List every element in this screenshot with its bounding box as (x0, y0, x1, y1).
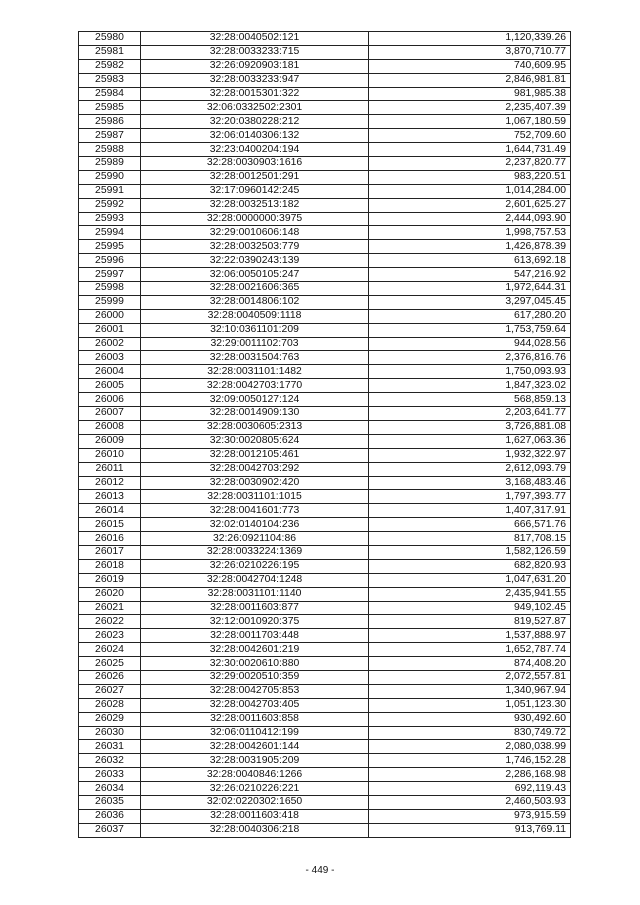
table-row (79, 657, 571, 671)
amount-cell: 817,708.15 (369, 532, 571, 546)
cadastral-number-cell: 32:17:0960142:245 (141, 184, 369, 198)
record-number-cell: 26015 (79, 518, 141, 532)
table-row (79, 670, 571, 684)
cadastral-number-cell: 32:28:0042705:853 (141, 684, 369, 698)
cadastral-number-cell: 32:28:0040509:1118 (141, 309, 369, 323)
table-row (79, 59, 571, 73)
table-row (79, 143, 571, 157)
record-number-cell: 25983 (79, 73, 141, 87)
page-number: - 449 - (305, 865, 335, 876)
amount-cell: 2,376,816.76 (369, 351, 571, 365)
record-number-cell: 25998 (79, 282, 141, 296)
record-number-cell: 26030 (79, 726, 141, 740)
table-row (79, 32, 571, 46)
record-number-cell: 26007 (79, 407, 141, 421)
cadastral-number-cell: 32:28:0014909:130 (141, 407, 369, 421)
table-row (79, 823, 571, 837)
amount-cell: 613,692.18 (369, 254, 571, 268)
record-number-cell: 25991 (79, 184, 141, 198)
amount-cell: 2,612,093.79 (369, 462, 571, 476)
amount-cell: 666,571.76 (369, 518, 571, 532)
table-row (79, 407, 571, 421)
table-row (79, 754, 571, 768)
record-number-cell: 26035 (79, 795, 141, 809)
cadastral-number-cell: 32:28:0021606:365 (141, 282, 369, 296)
amount-cell: 1,582,126.59 (369, 545, 571, 559)
record-number-cell: 26004 (79, 365, 141, 379)
cadastral-number-cell: 32:28:0033233:947 (141, 73, 369, 87)
cadastral-number-cell: 32:28:0032503:779 (141, 240, 369, 254)
record-number-cell: 26020 (79, 587, 141, 601)
table-row (79, 712, 571, 726)
table-row (79, 240, 571, 254)
amount-cell: 1,753,759.64 (369, 323, 571, 337)
table-row (79, 129, 571, 143)
record-number-cell: 25994 (79, 226, 141, 240)
cadastral-number-cell: 32:30:0020610:880 (141, 657, 369, 671)
amount-cell: 3,168,483.46 (369, 476, 571, 490)
table-row (79, 73, 571, 87)
table-row (79, 268, 571, 282)
record-number-cell: 26002 (79, 337, 141, 351)
amount-cell: 1,537,888.97 (369, 629, 571, 643)
amount-cell: 3,870,710.77 (369, 45, 571, 59)
cadastral-number-cell: 32:28:0031101:1482 (141, 365, 369, 379)
amount-cell: 568,859.13 (369, 393, 571, 407)
table-row (79, 212, 571, 226)
amount-cell: 1,797,393.77 (369, 490, 571, 504)
cadastral-number-cell: 32:28:0042601:144 (141, 740, 369, 754)
table-row (79, 101, 571, 115)
cadastral-number-cell: 32:28:0042703:405 (141, 698, 369, 712)
amount-cell: 2,080,038.99 (369, 740, 571, 754)
cadastral-number-cell: 32:28:0032513:182 (141, 198, 369, 212)
cadastral-number-cell: 32:28:0042704:1248 (141, 573, 369, 587)
record-number-cell: 26000 (79, 309, 141, 323)
amount-cell: 3,297,045.45 (369, 295, 571, 309)
amount-cell: 930,492.60 (369, 712, 571, 726)
cadastral-number-cell: 32:28:0042703:1770 (141, 379, 369, 393)
record-number-cell: 26019 (79, 573, 141, 587)
amount-cell: 2,460,503.93 (369, 795, 571, 809)
amount-cell: 2,435,941.55 (369, 587, 571, 601)
cadastral-number-cell: 32:28:0042601:219 (141, 643, 369, 657)
table-row (79, 420, 571, 434)
cadastral-number-cell: 32:28:0041601:773 (141, 504, 369, 518)
record-number-cell: 26009 (79, 434, 141, 448)
table-row (79, 768, 571, 782)
record-number-cell: 25992 (79, 198, 141, 212)
cadastral-number-cell: 32:06:0110412:199 (141, 726, 369, 740)
table-row (79, 573, 571, 587)
record-number-cell: 26003 (79, 351, 141, 365)
record-number-cell: 26037 (79, 823, 141, 837)
record-number-cell: 26033 (79, 768, 141, 782)
table-row (79, 782, 571, 796)
records-table-body (79, 32, 571, 838)
cadastral-number-cell: 32:28:0031504:763 (141, 351, 369, 365)
table-row (79, 684, 571, 698)
record-number-cell: 25988 (79, 143, 141, 157)
record-number-cell: 26026 (79, 670, 141, 684)
table-row (79, 295, 571, 309)
record-number-cell: 26018 (79, 559, 141, 573)
cadastral-number-cell: 32:26:0921104:86 (141, 532, 369, 546)
record-number-cell: 26028 (79, 698, 141, 712)
table-row (79, 615, 571, 629)
record-number-cell: 25993 (79, 212, 141, 226)
cadastral-number-cell: 32:12:0010920:375 (141, 615, 369, 629)
table-row (79, 532, 571, 546)
record-number-cell: 26032 (79, 754, 141, 768)
amount-cell: 1,051,123.30 (369, 698, 571, 712)
table-row (79, 170, 571, 184)
cadastral-number-cell: 32:09:0050127:124 (141, 393, 369, 407)
amount-cell: 1,407,317.91 (369, 504, 571, 518)
amount-cell: 2,444,093.90 (369, 212, 571, 226)
record-number-cell: 26006 (79, 393, 141, 407)
record-number-cell: 26013 (79, 490, 141, 504)
amount-cell: 2,601,625.27 (369, 198, 571, 212)
amount-cell: 949,102.45 (369, 601, 571, 615)
table-row (79, 462, 571, 476)
amount-cell: 819,527.87 (369, 615, 571, 629)
table-row (79, 226, 571, 240)
amount-cell: 1,067,180.59 (369, 115, 571, 129)
cadastral-number-cell: 32:28:0011603:418 (141, 809, 369, 823)
record-number-cell: 25995 (79, 240, 141, 254)
amount-cell: 983,220.51 (369, 170, 571, 184)
amount-cell: 2,237,820.77 (369, 157, 571, 171)
record-number-cell: 26024 (79, 643, 141, 657)
amount-cell: 2,203,641.77 (369, 407, 571, 421)
amount-cell: 692,119.43 (369, 782, 571, 796)
amount-cell: 2,072,557.81 (369, 670, 571, 684)
table-row (79, 504, 571, 518)
table-row (79, 476, 571, 490)
table-row (79, 309, 571, 323)
table-row (79, 351, 571, 365)
record-number-cell: 25984 (79, 87, 141, 101)
cadastral-number-cell: 32:29:0020510:359 (141, 670, 369, 684)
amount-cell: 1,644,731.49 (369, 143, 571, 157)
table-row (79, 448, 571, 462)
table-row (79, 587, 571, 601)
amount-cell: 682,820.93 (369, 559, 571, 573)
amount-cell: 1,750,093.93 (369, 365, 571, 379)
cadastral-number-cell: 32:28:0033224:1369 (141, 545, 369, 559)
record-number-cell: 25981 (79, 45, 141, 59)
amount-cell: 1,426,878.39 (369, 240, 571, 254)
record-number-cell: 26014 (79, 504, 141, 518)
record-number-cell: 25980 (79, 32, 141, 46)
amount-cell: 1,746,152.28 (369, 754, 571, 768)
amount-cell: 1,340,967.94 (369, 684, 571, 698)
cadastral-number-cell: 32:22:0390243:139 (141, 254, 369, 268)
cadastral-number-cell: 32:28:0031101:1015 (141, 490, 369, 504)
amount-cell: 547,216.92 (369, 268, 571, 282)
record-number-cell: 26027 (79, 684, 141, 698)
cadastral-number-cell: 32:28:0042703:292 (141, 462, 369, 476)
table-row (79, 198, 571, 212)
amount-cell: 2,235,407.39 (369, 101, 571, 115)
record-number-cell: 26029 (79, 712, 141, 726)
table-row (79, 184, 571, 198)
table-row (79, 490, 571, 504)
record-number-cell: 26008 (79, 420, 141, 434)
amount-cell: 1,998,757.53 (369, 226, 571, 240)
amount-cell: 1,847,323.02 (369, 379, 571, 393)
table-row (79, 629, 571, 643)
cadastral-number-cell: 32:23:0400204:194 (141, 143, 369, 157)
amount-cell: 874,408.20 (369, 657, 571, 671)
cadastral-number-cell: 32:28:0011603:877 (141, 601, 369, 615)
cadastral-number-cell: 32:26:0210226:221 (141, 782, 369, 796)
cadastral-number-cell: 32:28:0040846:1266 (141, 768, 369, 782)
record-number-cell: 26023 (79, 629, 141, 643)
cadastral-number-cell: 32:02:0220302:1650 (141, 795, 369, 809)
amount-cell: 617,280.20 (369, 309, 571, 323)
cadastral-number-cell: 32:28:0033233:715 (141, 45, 369, 59)
table-row (79, 434, 571, 448)
cadastral-number-cell: 32:28:0000000:3975 (141, 212, 369, 226)
cadastral-number-cell: 32:28:0011603:858 (141, 712, 369, 726)
table-row (79, 698, 571, 712)
amount-cell: 1,652,787.74 (369, 643, 571, 657)
table-row (79, 379, 571, 393)
table-row (79, 795, 571, 809)
table-row (79, 157, 571, 171)
cadastral-number-cell: 32:06:0332502:2301 (141, 101, 369, 115)
amount-cell: 1,972,644.31 (369, 282, 571, 296)
record-number-cell: 26031 (79, 740, 141, 754)
record-number-cell: 26036 (79, 809, 141, 823)
record-number-cell: 25985 (79, 101, 141, 115)
cadastral-number-cell: 32:28:0031101:1140 (141, 587, 369, 601)
table-row (79, 545, 571, 559)
record-number-cell: 25986 (79, 115, 141, 129)
amount-cell: 830,749.72 (369, 726, 571, 740)
amount-cell: 740,609.95 (369, 59, 571, 73)
cadastral-number-cell: 32:29:0011102:703 (141, 337, 369, 351)
amount-cell: 752,709.60 (369, 129, 571, 143)
table-row (79, 115, 571, 129)
amount-cell: 3,726,881.08 (369, 420, 571, 434)
table-row (79, 601, 571, 615)
table-row (79, 337, 571, 351)
record-number-cell: 26010 (79, 448, 141, 462)
amount-cell: 944,028.56 (369, 337, 571, 351)
table-row (79, 323, 571, 337)
cadastral-number-cell: 32:28:0012501:291 (141, 170, 369, 184)
cadastral-number-cell: 32:02:0140104:236 (141, 518, 369, 532)
record-number-cell: 26012 (79, 476, 141, 490)
cadastral-number-cell: 32:06:0140306:132 (141, 129, 369, 143)
record-number-cell: 26025 (79, 657, 141, 671)
cadastral-number-cell: 32:20:0380228:212 (141, 115, 369, 129)
record-number-cell: 25999 (79, 295, 141, 309)
amount-cell: 2,846,981.81 (369, 73, 571, 87)
record-number-cell: 25996 (79, 254, 141, 268)
amount-cell: 973,915.59 (369, 809, 571, 823)
amount-cell: 981,985.38 (369, 87, 571, 101)
cadastral-number-cell: 32:06:0050105:247 (141, 268, 369, 282)
cadastral-number-cell: 32:28:0030902:420 (141, 476, 369, 490)
record-number-cell: 26017 (79, 545, 141, 559)
record-number-cell: 25990 (79, 170, 141, 184)
record-number-cell: 25987 (79, 129, 141, 143)
cadastral-number-cell: 32:26:0920903:181 (141, 59, 369, 73)
table-row (79, 365, 571, 379)
cadastral-number-cell: 32:28:0012105:461 (141, 448, 369, 462)
amount-cell: 913,769.11 (369, 823, 571, 837)
cadastral-number-cell: 32:29:0010606:148 (141, 226, 369, 240)
record-number-cell: 26016 (79, 532, 141, 546)
amount-cell: 1,047,631.20 (369, 573, 571, 587)
records-table (78, 31, 571, 838)
amount-cell: 2,286,168.98 (369, 768, 571, 782)
record-number-cell: 26005 (79, 379, 141, 393)
amount-cell: 1,014,284.00 (369, 184, 571, 198)
record-number-cell: 25997 (79, 268, 141, 282)
cadastral-number-cell: 32:26:0210226:195 (141, 559, 369, 573)
cadastral-number-cell: 32:28:0030903:1616 (141, 157, 369, 171)
table-row (79, 518, 571, 532)
table-row (79, 809, 571, 823)
table-row (79, 726, 571, 740)
table-row (79, 45, 571, 59)
table-row (79, 254, 571, 268)
cadastral-number-cell: 32:28:0040306:218 (141, 823, 369, 837)
record-number-cell: 26021 (79, 601, 141, 615)
cadastral-number-cell: 32:28:0040502:121 (141, 32, 369, 46)
table-row (79, 559, 571, 573)
table-row (79, 393, 571, 407)
table-row (79, 740, 571, 754)
record-number-cell: 26001 (79, 323, 141, 337)
amount-cell: 1,627,063.36 (369, 434, 571, 448)
cadastral-number-cell: 32:28:0014806:102 (141, 295, 369, 309)
amount-cell: 1,932,322.97 (369, 448, 571, 462)
record-number-cell: 25982 (79, 59, 141, 73)
cadastral-number-cell: 32:28:0030605:2313 (141, 420, 369, 434)
record-number-cell: 26034 (79, 782, 141, 796)
cadastral-number-cell: 32:28:0015301:322 (141, 87, 369, 101)
amount-cell: 1,120,339.26 (369, 32, 571, 46)
record-number-cell: 26022 (79, 615, 141, 629)
table-row (79, 643, 571, 657)
table-row (79, 87, 571, 101)
cadastral-number-cell: 32:28:0031905:209 (141, 754, 369, 768)
cadastral-number-cell: 32:30:0020805:624 (141, 434, 369, 448)
record-number-cell: 25989 (79, 157, 141, 171)
record-number-cell: 26011 (79, 462, 141, 476)
cadastral-number-cell: 32:28:0011703:448 (141, 629, 369, 643)
cadastral-number-cell: 32:10:0361101:209 (141, 323, 369, 337)
table-row (79, 282, 571, 296)
